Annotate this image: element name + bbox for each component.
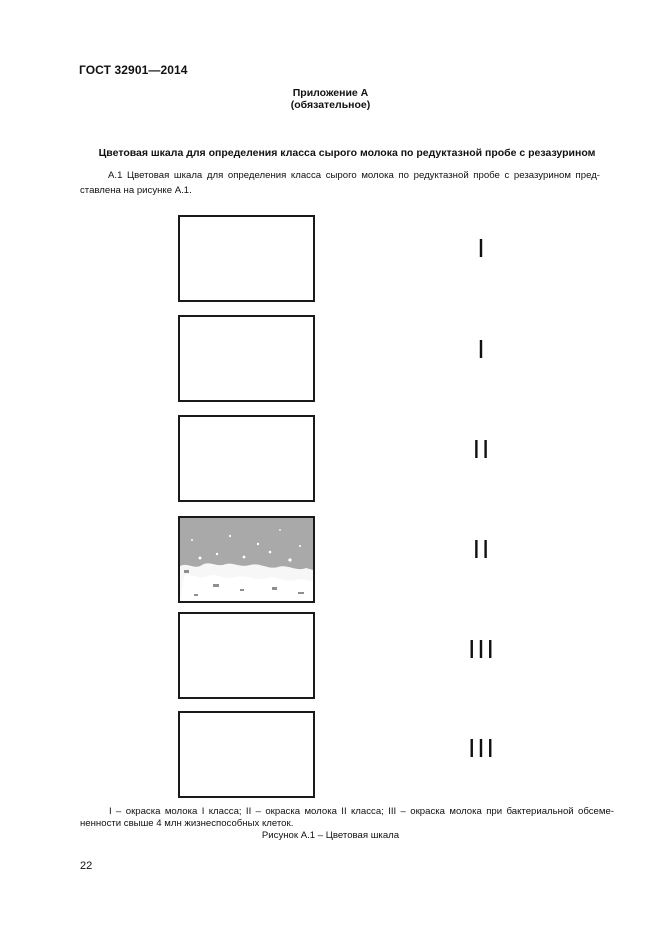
swatch-fill-4 <box>180 518 313 601</box>
page-number: 22 <box>80 860 93 872</box>
swatch-fill-6 <box>180 713 313 796</box>
swatch-fill-3 <box>180 417 313 500</box>
color-swatch-5 <box>178 612 315 699</box>
annex-status: (обязательное) <box>290 99 371 111</box>
class-label-3: II <box>472 434 492 464</box>
class-label-4: II <box>472 534 492 564</box>
figure-legend-note <box>80 806 614 830</box>
swatch-fill-1 <box>180 217 313 300</box>
color-swatch-3 <box>178 415 315 502</box>
document-code: ГОСТ 32901—2014 <box>79 63 188 77</box>
color-swatch-2 <box>178 315 315 402</box>
color-swatch-6 <box>178 711 315 798</box>
intro-paragraph-line-2: ставлена на рисунке А.1. <box>80 185 192 196</box>
figure-legend-line-1: I – окраска молока I класса; II – окраска молока II класса; III – окраска молока при бактериальной обсеме- <box>109 806 614 817</box>
color-swatch-4 <box>178 516 315 603</box>
color-swatch-1 <box>178 215 315 302</box>
swatch-fill-2 <box>180 317 313 400</box>
class-label-1: I <box>477 233 487 263</box>
figure-caption: Рисунок А.1 – Цветовая шкала <box>261 830 400 841</box>
section-heading: Цветовая шкала для определения класса сырого молока по редуктазной пробе с резазурином <box>98 147 596 159</box>
class-label-5: III <box>468 634 496 664</box>
intro-paragraph <box>80 168 600 198</box>
class-label-2: I <box>477 334 487 364</box>
annex-title: Приложение А <box>292 87 369 99</box>
class-label-6: III <box>468 733 496 763</box>
swatch-fill-5 <box>180 614 313 697</box>
intro-paragraph-line-1: А.1 Цветовая шкала для определения класса сырого молока по редуктазной пробе с резазурином пред- <box>108 170 600 181</box>
figure-legend-line-2: ненности свыше 4 млн жизнеспособных клеток. <box>80 818 294 829</box>
